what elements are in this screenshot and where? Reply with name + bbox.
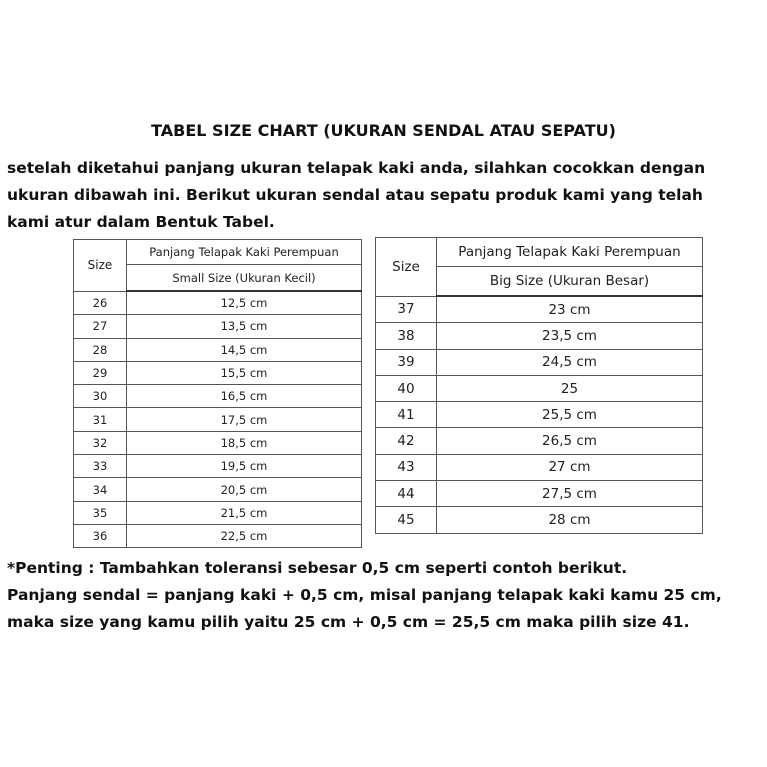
small-table-row <box>74 455 362 478</box>
small-length-cell: 16,5 cm <box>127 385 362 408</box>
intro-line: setelah diketahui panjang ukuran telapak kaki anda, silahkan cocokkan dengan <box>7 159 706 177</box>
big-size-cell: 38 <box>376 323 437 349</box>
big-length-cell: 23,5 cm <box>437 323 703 349</box>
small-table-row <box>74 478 362 501</box>
big-length-cell: 27 cm <box>437 454 703 480</box>
note-line: Panjang sendal = panjang kaki + 0,5 cm, misal panjang telapak kaki kamu 25 cm, <box>7 586 722 604</box>
big-table-row <box>376 428 703 454</box>
intro-line: ukuran dibawah ini. Berikut ukuran sendal atau sepatu produk kami yang telah <box>7 186 703 204</box>
big-size-cell: 37 <box>376 296 437 323</box>
small-table-row <box>74 361 362 384</box>
note-line: *Penting : Tambahkan toleransi sebesar 0,5 cm seperti contoh berikut. <box>7 559 628 577</box>
small-size-cell: 28 <box>74 338 127 361</box>
small-table-row <box>74 315 362 338</box>
big-table-row <box>376 375 703 401</box>
small-length-cell: 14,5 cm <box>127 338 362 361</box>
big-size-table <box>375 237 703 534</box>
small-size-cell: 36 <box>74 524 127 547</box>
big-size-cell: 42 <box>376 428 437 454</box>
big-size-cell: 41 <box>376 402 437 428</box>
small-size-cell: 29 <box>74 361 127 384</box>
big-size-cell: 44 <box>376 481 437 507</box>
small-size-cell: 26 <box>74 291 127 315</box>
small-length-cell: 18,5 cm <box>127 431 362 454</box>
big-table-row <box>376 507 703 533</box>
small-size-cell: 30 <box>74 385 127 408</box>
small-length-cell: 13,5 cm <box>127 315 362 338</box>
big-length-cell: 25,5 cm <box>437 402 703 428</box>
small-length-cell: 21,5 cm <box>127 501 362 524</box>
small-table-row <box>74 408 362 431</box>
small-header-top: Panjang Telapak Kaki Perempuan <box>127 240 362 265</box>
small-length-cell: 20,5 cm <box>127 478 362 501</box>
big-size-cell: 45 <box>376 507 437 533</box>
small-size-cell: 31 <box>74 408 127 431</box>
small-size-cell: 35 <box>74 501 127 524</box>
small-length-cell: 22,5 cm <box>127 524 362 547</box>
big-length-cell: 25 <box>437 375 703 401</box>
big-table-row <box>376 323 703 349</box>
big-header-top: Panjang Telapak Kaki Perempuan <box>437 238 703 267</box>
big-header-bottom: Big Size (Ukuran Besar) <box>437 267 703 297</box>
small-table-row <box>74 291 362 315</box>
small-size-header: Size <box>74 240 127 292</box>
small-size-cell: 34 <box>74 478 127 501</box>
note-line: maka size yang kamu pilih yaitu 25 cm + 0,5 cm = 25,5 cm maka pilih size 41. <box>7 613 690 631</box>
big-size-cell: 43 <box>376 454 437 480</box>
big-size-cell: 40 <box>376 375 437 401</box>
small-table-row <box>74 431 362 454</box>
intro-paragraph <box>7 155 765 236</box>
big-length-cell: 24,5 cm <box>437 349 703 375</box>
big-length-cell: 28 cm <box>437 507 703 533</box>
small-length-cell: 12,5 cm <box>127 291 362 315</box>
small-table-row <box>74 524 362 547</box>
page-title: TABEL SIZE CHART (UKURAN SENDAL ATAU SEPATU) <box>151 121 616 140</box>
big-length-cell: 23 cm <box>437 296 703 323</box>
big-length-cell: 26,5 cm <box>437 428 703 454</box>
big-table-row <box>376 349 703 375</box>
small-size-cell: 32 <box>74 431 127 454</box>
intro-line: kami atur dalam Bentuk Tabel. <box>7 213 275 231</box>
tolerance-note <box>7 555 765 636</box>
small-size-cell: 33 <box>74 455 127 478</box>
big-size-cell: 39 <box>376 349 437 375</box>
small-table-row <box>74 385 362 408</box>
big-table-row <box>376 402 703 428</box>
small-size-cell: 27 <box>74 315 127 338</box>
small-table-row <box>74 501 362 524</box>
small-header-bottom: Small Size (Ukuran Kecil) <box>127 265 362 292</box>
small-length-cell: 17,5 cm <box>127 408 362 431</box>
small-length-cell: 15,5 cm <box>127 361 362 384</box>
big-size-header: Size <box>376 238 437 297</box>
small-table-row <box>74 338 362 361</box>
small-length-cell: 19,5 cm <box>127 455 362 478</box>
big-table-row <box>376 296 703 323</box>
big-table-row <box>376 454 703 480</box>
big-table-row <box>376 481 703 507</box>
small-size-table <box>73 239 362 548</box>
big-length-cell: 27,5 cm <box>437 481 703 507</box>
